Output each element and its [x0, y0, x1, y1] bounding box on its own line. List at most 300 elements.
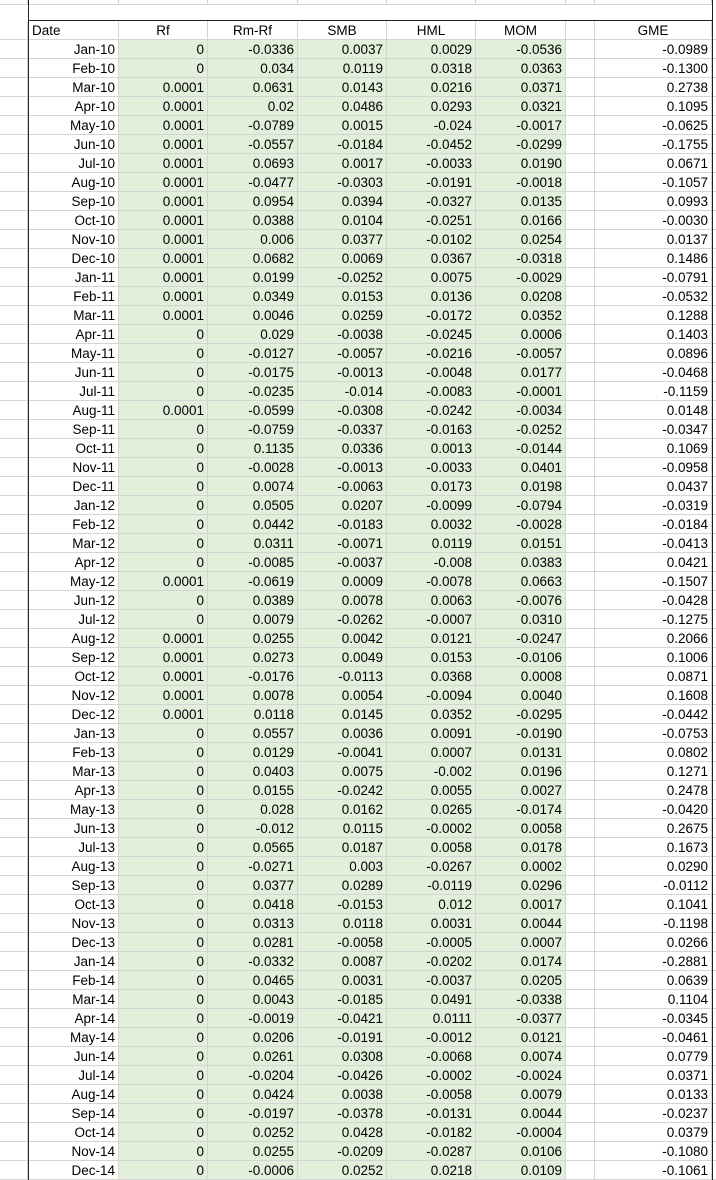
hml-cell[interactable]: 0.0055	[387, 781, 476, 800]
date-cell[interactable]: Nov-13	[28, 914, 119, 933]
rf-cell[interactable]: 0.0001	[119, 572, 208, 591]
smb-cell[interactable]: -0.0308	[298, 401, 387, 420]
mom-cell[interactable]: 0.0106	[476, 1142, 566, 1161]
rm-rf-cell[interactable]: 0.034	[208, 59, 298, 78]
date-cell[interactable]: Dec-12	[28, 705, 119, 724]
mom-cell[interactable]: 0.0363	[476, 59, 566, 78]
gme-cell[interactable]: 0.1095	[595, 97, 712, 116]
blank-cell[interactable]	[566, 686, 595, 705]
rf-cell[interactable]: 0	[119, 40, 208, 59]
hml-cell[interactable]: -0.0191	[387, 173, 476, 192]
smb-cell[interactable]: 0.0187	[298, 838, 387, 857]
smb-cell[interactable]: 0.0017	[298, 154, 387, 173]
date-cell[interactable]: Feb-14	[28, 971, 119, 990]
header-date[interactable]: Date	[28, 21, 119, 40]
hml-cell[interactable]: -0.0005	[387, 933, 476, 952]
smb-cell[interactable]: -0.0378	[298, 1104, 387, 1123]
gme-cell[interactable]: 0.0437	[595, 477, 712, 496]
rm-rf-cell[interactable]: 0.0631	[208, 78, 298, 97]
blank-cell[interactable]	[566, 306, 595, 325]
gme-cell[interactable]: -0.0184	[595, 515, 712, 534]
gme-cell[interactable]: -0.1080	[595, 1142, 712, 1161]
rf-cell[interactable]: 0	[119, 59, 208, 78]
rm-rf-cell[interactable]: 0.02	[208, 97, 298, 116]
hml-cell[interactable]: -0.0245	[387, 325, 476, 344]
date-cell[interactable]: Jun-10	[28, 135, 119, 154]
hml-cell[interactable]: -0.008	[387, 553, 476, 572]
rm-rf-cell[interactable]: 0.0129	[208, 743, 298, 762]
mom-cell[interactable]: -0.0057	[476, 344, 566, 363]
rm-rf-cell[interactable]: -0.0127	[208, 344, 298, 363]
hml-cell[interactable]: -0.0202	[387, 952, 476, 971]
blank-cell[interactable]	[566, 439, 595, 458]
date-cell[interactable]: Sep-12	[28, 648, 119, 667]
mom-cell[interactable]: 0.0196	[476, 762, 566, 781]
gme-cell[interactable]: -0.0532	[595, 287, 712, 306]
rf-cell[interactable]: 0	[119, 781, 208, 800]
mom-cell[interactable]: 0.0174	[476, 952, 566, 971]
gme-cell[interactable]: 0.0993	[595, 192, 712, 211]
blank-cell[interactable]	[208, 0, 298, 5]
smb-cell[interactable]: 0.0015	[298, 116, 387, 135]
mom-cell[interactable]: 0.0178	[476, 838, 566, 857]
blank-cell[interactable]	[566, 230, 595, 249]
rf-cell[interactable]: 0	[119, 344, 208, 363]
hml-cell[interactable]: 0.0058	[387, 838, 476, 857]
smb-cell[interactable]: -0.0057	[298, 344, 387, 363]
hml-cell[interactable]: -0.0094	[387, 686, 476, 705]
smb-cell[interactable]: 0.0009	[298, 572, 387, 591]
blank-cell[interactable]	[566, 819, 595, 838]
mom-cell[interactable]: 0.0040	[476, 686, 566, 705]
gme-cell[interactable]: -0.0413	[595, 534, 712, 553]
blank-cell[interactable]	[566, 1066, 595, 1085]
rf-cell[interactable]: 0	[119, 1123, 208, 1142]
mom-cell[interactable]: -0.0028	[476, 515, 566, 534]
gme-cell[interactable]: 0.0896	[595, 344, 712, 363]
rm-rf-cell[interactable]: 0.0079	[208, 610, 298, 629]
rm-rf-cell[interactable]: 0.0424	[208, 1085, 298, 1104]
hml-cell[interactable]: -0.0251	[387, 211, 476, 230]
blank-cell[interactable]	[566, 477, 595, 496]
hml-cell[interactable]: 0.0121	[387, 629, 476, 648]
gme-cell[interactable]: -0.0442	[595, 705, 712, 724]
smb-cell[interactable]: 0.0087	[298, 952, 387, 971]
rm-rf-cell[interactable]: -0.0175	[208, 363, 298, 382]
hml-cell[interactable]: 0.0216	[387, 78, 476, 97]
smb-cell[interactable]: 0.0115	[298, 819, 387, 838]
date-cell[interactable]: Oct-13	[28, 895, 119, 914]
hml-cell[interactable]: -0.0002	[387, 819, 476, 838]
rm-rf-cell[interactable]: -0.0019	[208, 1009, 298, 1028]
mom-cell[interactable]: 0.0321	[476, 97, 566, 116]
blank-cell[interactable]	[566, 192, 595, 211]
blank-cell[interactable]	[476, 0, 566, 5]
rm-rf-cell[interactable]: -0.0271	[208, 857, 298, 876]
blank-cell[interactable]	[566, 1047, 595, 1066]
rm-rf-cell[interactable]: 0.0281	[208, 933, 298, 952]
date-cell[interactable]: Apr-12	[28, 553, 119, 572]
mom-cell[interactable]: -0.0076	[476, 591, 566, 610]
rf-cell[interactable]: 0	[119, 857, 208, 876]
rm-rf-cell[interactable]: 0.0311	[208, 534, 298, 553]
mom-cell[interactable]: 0.0027	[476, 781, 566, 800]
smb-cell[interactable]: -0.0153	[298, 895, 387, 914]
blank-cell[interactable]	[566, 1123, 595, 1142]
date-cell[interactable]: Mar-12	[28, 534, 119, 553]
rm-rf-cell[interactable]: 0.0155	[208, 781, 298, 800]
hml-cell[interactable]: 0.0352	[387, 705, 476, 724]
rm-rf-cell[interactable]: 0.0418	[208, 895, 298, 914]
date-cell[interactable]: Jul-12	[28, 610, 119, 629]
rf-cell[interactable]: 0.0001	[119, 211, 208, 230]
rm-rf-cell[interactable]: 0.0505	[208, 496, 298, 515]
hml-cell[interactable]: 0.0265	[387, 800, 476, 819]
date-cell[interactable]: Oct-14	[28, 1123, 119, 1142]
mom-cell[interactable]: 0.0121	[476, 1028, 566, 1047]
rf-cell[interactable]: 0	[119, 990, 208, 1009]
rf-cell[interactable]: 0.0001	[119, 135, 208, 154]
date-cell[interactable]: Mar-13	[28, 762, 119, 781]
smb-cell[interactable]: 0.0252	[298, 1161, 387, 1180]
mom-cell[interactable]: -0.0377	[476, 1009, 566, 1028]
rf-cell[interactable]: 0.0001	[119, 401, 208, 420]
date-cell[interactable]: Aug-10	[28, 173, 119, 192]
rf-cell[interactable]: 0.0001	[119, 116, 208, 135]
rf-cell[interactable]: 0.0001	[119, 154, 208, 173]
rf-cell[interactable]: 0	[119, 553, 208, 572]
mom-cell[interactable]: 0.0383	[476, 553, 566, 572]
gme-cell[interactable]: 0.0148	[595, 401, 712, 420]
rf-cell[interactable]: 0	[119, 534, 208, 553]
gme-cell[interactable]: -0.0625	[595, 116, 712, 135]
rf-cell[interactable]: 0.0001	[119, 249, 208, 268]
mom-cell[interactable]: 0.0352	[476, 306, 566, 325]
smb-cell[interactable]: 0.0075	[298, 762, 387, 781]
smb-cell[interactable]: -0.0303	[298, 173, 387, 192]
mom-cell[interactable]: 0.0177	[476, 363, 566, 382]
date-cell[interactable]: Apr-14	[28, 1009, 119, 1028]
rf-cell[interactable]: 0.0001	[119, 78, 208, 97]
date-cell[interactable]: Sep-11	[28, 420, 119, 439]
blank-cell[interactable]	[566, 420, 595, 439]
gme-cell[interactable]: -0.1159	[595, 382, 712, 401]
smb-cell[interactable]: -0.0242	[298, 781, 387, 800]
hml-cell[interactable]: -0.0131	[387, 1104, 476, 1123]
gme-cell[interactable]: -0.1198	[595, 914, 712, 933]
date-cell[interactable]: Dec-10	[28, 249, 119, 268]
hml-cell[interactable]: -0.024	[387, 116, 476, 135]
rm-rf-cell[interactable]: 0.0954	[208, 192, 298, 211]
gme-cell[interactable]: 0.0779	[595, 1047, 712, 1066]
gme-cell[interactable]: 0.0133	[595, 1085, 712, 1104]
hml-cell[interactable]: 0.0293	[387, 97, 476, 116]
blank-cell[interactable]	[566, 933, 595, 952]
rm-rf-cell[interactable]: -0.0477	[208, 173, 298, 192]
date-cell[interactable]: May-12	[28, 572, 119, 591]
mom-cell[interactable]: 0.0135	[476, 192, 566, 211]
blank-cell[interactable]	[566, 743, 595, 762]
rm-rf-cell[interactable]: 0.0377	[208, 876, 298, 895]
rf-cell[interactable]: 0.0001	[119, 173, 208, 192]
smb-cell[interactable]: 0.0336	[298, 439, 387, 458]
date-cell[interactable]: Oct-12	[28, 667, 119, 686]
hml-cell[interactable]: -0.0216	[387, 344, 476, 363]
rf-cell[interactable]: 0.0001	[119, 705, 208, 724]
hml-cell[interactable]: 0.0368	[387, 667, 476, 686]
rm-rf-cell[interactable]: -0.0619	[208, 572, 298, 591]
header-hml[interactable]: HML	[387, 21, 476, 40]
header-rf[interactable]: Rf	[119, 21, 208, 40]
smb-cell[interactable]: 0.0069	[298, 249, 387, 268]
smb-cell[interactable]: -0.0337	[298, 420, 387, 439]
gme-cell[interactable]: -0.0347	[595, 420, 712, 439]
rm-rf-cell[interactable]: 0.006	[208, 230, 298, 249]
blank-cell[interactable]	[566, 382, 595, 401]
blank-cell[interactable]	[566, 344, 595, 363]
hml-cell[interactable]: 0.0119	[387, 534, 476, 553]
date-cell[interactable]: Mar-14	[28, 990, 119, 1009]
smb-cell[interactable]: 0.0104	[298, 211, 387, 230]
mom-cell[interactable]: 0.0079	[476, 1085, 566, 1104]
date-cell[interactable]: Sep-14	[28, 1104, 119, 1123]
gme-cell[interactable]: -0.2881	[595, 952, 712, 971]
gme-cell[interactable]: -0.0420	[595, 800, 712, 819]
rf-cell[interactable]: 0.0001	[119, 268, 208, 287]
date-cell[interactable]: May-10	[28, 116, 119, 135]
hml-cell[interactable]: -0.0048	[387, 363, 476, 382]
blank-cell[interactable]	[28, 0, 119, 5]
smb-cell[interactable]: -0.0421	[298, 1009, 387, 1028]
header-gme[interactable]: GME	[595, 21, 712, 40]
smb-cell[interactable]: -0.0183	[298, 515, 387, 534]
gme-cell[interactable]: -0.0753	[595, 724, 712, 743]
rf-cell[interactable]: 0	[119, 952, 208, 971]
blank-cell[interactable]	[566, 952, 595, 971]
blank-cell[interactable]	[566, 116, 595, 135]
blank-cell[interactable]	[566, 401, 595, 420]
rf-cell[interactable]: 0	[119, 420, 208, 439]
header-smb[interactable]: SMB	[298, 21, 387, 40]
blank-cell[interactable]	[566, 21, 595, 40]
hml-cell[interactable]: 0.0063	[387, 591, 476, 610]
rf-cell[interactable]: 0.0001	[119, 287, 208, 306]
date-cell[interactable]: Aug-11	[28, 401, 119, 420]
rf-cell[interactable]: 0	[119, 439, 208, 458]
rm-rf-cell[interactable]: 0.0046	[208, 306, 298, 325]
hml-cell[interactable]: 0.0032	[387, 515, 476, 534]
mom-cell[interactable]: -0.0029	[476, 268, 566, 287]
blank-cell[interactable]	[566, 97, 595, 116]
rf-cell[interactable]: 0.0001	[119, 97, 208, 116]
mom-cell[interactable]: 0.0058	[476, 819, 566, 838]
blank-cell[interactable]	[566, 724, 595, 743]
header-rm-rf[interactable]: Rm-Rf	[208, 21, 298, 40]
date-cell[interactable]: Aug-12	[28, 629, 119, 648]
gme-cell[interactable]: -0.0428	[595, 591, 712, 610]
rf-cell[interactable]: 0.0001	[119, 648, 208, 667]
blank-cell[interactable]	[566, 572, 595, 591]
blank-cell[interactable]	[566, 534, 595, 553]
rm-rf-cell[interactable]: 0.0388	[208, 211, 298, 230]
mom-cell[interactable]: 0.0166	[476, 211, 566, 230]
blank-cell[interactable]	[566, 857, 595, 876]
blank-cell[interactable]	[566, 629, 595, 648]
gme-cell[interactable]: -0.0989	[595, 40, 712, 59]
rf-cell[interactable]: 0	[119, 1066, 208, 1085]
mom-cell[interactable]: 0.0151	[476, 534, 566, 553]
date-cell[interactable]: Jul-11	[28, 382, 119, 401]
gme-cell[interactable]: 0.1288	[595, 306, 712, 325]
gme-cell[interactable]: 0.0371	[595, 1066, 712, 1085]
blank-cell[interactable]	[566, 515, 595, 534]
blank-cell[interactable]	[566, 876, 595, 895]
hml-cell[interactable]: 0.0136	[387, 287, 476, 306]
rm-rf-cell[interactable]: 0.0252	[208, 1123, 298, 1142]
mom-cell[interactable]: 0.0190	[476, 154, 566, 173]
smb-cell[interactable]: 0.0428	[298, 1123, 387, 1142]
date-cell[interactable]: Sep-10	[28, 192, 119, 211]
rm-rf-cell[interactable]: -0.0599	[208, 401, 298, 420]
date-cell[interactable]: Mar-11	[28, 306, 119, 325]
hml-cell[interactable]: -0.0007	[387, 610, 476, 629]
gme-cell[interactable]: -0.1061	[595, 1161, 712, 1180]
gme-cell[interactable]: -0.0112	[595, 876, 712, 895]
mom-cell[interactable]: -0.0174	[476, 800, 566, 819]
gme-cell[interactable]: 0.1069	[595, 439, 712, 458]
hml-cell[interactable]: -0.0037	[387, 971, 476, 990]
rf-cell[interactable]: 0.0001	[119, 629, 208, 648]
mom-cell[interactable]: 0.0310	[476, 610, 566, 629]
rm-rf-cell[interactable]: -0.0759	[208, 420, 298, 439]
smb-cell[interactable]: 0.0042	[298, 629, 387, 648]
rm-rf-cell[interactable]: -0.0235	[208, 382, 298, 401]
mom-cell[interactable]: 0.0006	[476, 325, 566, 344]
date-cell[interactable]: Jun-12	[28, 591, 119, 610]
mom-cell[interactable]: 0.0074	[476, 1047, 566, 1066]
smb-cell[interactable]: -0.0209	[298, 1142, 387, 1161]
date-cell[interactable]: May-13	[28, 800, 119, 819]
gme-cell[interactable]: -0.0468	[595, 363, 712, 382]
mom-cell[interactable]: 0.0008	[476, 667, 566, 686]
gme-cell[interactable]: -0.1275	[595, 610, 712, 629]
rm-rf-cell[interactable]: 0.0255	[208, 629, 298, 648]
blank-cell[interactable]	[566, 553, 595, 572]
smb-cell[interactable]: -0.0262	[298, 610, 387, 629]
hml-cell[interactable]: -0.002	[387, 762, 476, 781]
rf-cell[interactable]: 0	[119, 1161, 208, 1180]
rm-rf-cell[interactable]: 0.028	[208, 800, 298, 819]
rf-cell[interactable]: 0	[119, 610, 208, 629]
blank-cell[interactable]	[566, 249, 595, 268]
hml-cell[interactable]: 0.0075	[387, 268, 476, 287]
blank-cell[interactable]	[566, 135, 595, 154]
mom-cell[interactable]: 0.0044	[476, 914, 566, 933]
rm-rf-cell[interactable]: 0.0403	[208, 762, 298, 781]
date-cell[interactable]: Dec-11	[28, 477, 119, 496]
date-cell[interactable]: Jun-11	[28, 363, 119, 382]
smb-cell[interactable]: 0.0143	[298, 78, 387, 97]
rm-rf-cell[interactable]: 0.0206	[208, 1028, 298, 1047]
blank-cell[interactable]	[566, 705, 595, 724]
rm-rf-cell[interactable]: -0.0332	[208, 952, 298, 971]
gme-cell[interactable]: 0.0290	[595, 857, 712, 876]
rm-rf-cell[interactable]: 0.0349	[208, 287, 298, 306]
hml-cell[interactable]: 0.0091	[387, 724, 476, 743]
hml-cell[interactable]: -0.0267	[387, 857, 476, 876]
date-cell[interactable]: Mar-10	[28, 78, 119, 97]
mom-cell[interactable]: -0.0017	[476, 116, 566, 135]
blank-cell[interactable]	[566, 173, 595, 192]
rm-rf-cell[interactable]: 0.029	[208, 325, 298, 344]
rf-cell[interactable]: 0	[119, 819, 208, 838]
date-cell[interactable]: Feb-11	[28, 287, 119, 306]
date-cell[interactable]: Oct-11	[28, 439, 119, 458]
rm-rf-cell[interactable]: -0.0197	[208, 1104, 298, 1123]
date-cell[interactable]: Jul-14	[28, 1066, 119, 1085]
smb-cell[interactable]: -0.0058	[298, 933, 387, 952]
hml-cell[interactable]: 0.0111	[387, 1009, 476, 1028]
gme-cell[interactable]: -0.0030	[595, 211, 712, 230]
gme-cell[interactable]: 0.0421	[595, 553, 712, 572]
gme-cell[interactable]: -0.1057	[595, 173, 712, 192]
smb-cell[interactable]: 0.0036	[298, 724, 387, 743]
rf-cell[interactable]: 0	[119, 458, 208, 477]
mom-cell[interactable]: 0.0017	[476, 895, 566, 914]
gme-cell[interactable]: 0.1403	[595, 325, 712, 344]
smb-cell[interactable]: 0.0153	[298, 287, 387, 306]
mom-cell[interactable]: -0.0318	[476, 249, 566, 268]
hml-cell[interactable]: 0.0153	[387, 648, 476, 667]
hml-cell[interactable]: 0.0318	[387, 59, 476, 78]
gme-cell[interactable]: 0.1673	[595, 838, 712, 857]
date-cell[interactable]: Apr-11	[28, 325, 119, 344]
smb-cell[interactable]: 0.0377	[298, 230, 387, 249]
rf-cell[interactable]: 0.0001	[119, 192, 208, 211]
blank-cell[interactable]	[566, 287, 595, 306]
smb-cell[interactable]: 0.0038	[298, 1085, 387, 1104]
hml-cell[interactable]: 0.0218	[387, 1161, 476, 1180]
rf-cell[interactable]: 0	[119, 515, 208, 534]
date-cell[interactable]: Feb-10	[28, 59, 119, 78]
rm-rf-cell[interactable]: -0.0789	[208, 116, 298, 135]
blank-cell[interactable]	[566, 648, 595, 667]
date-cell[interactable]: May-14	[28, 1028, 119, 1047]
smb-cell[interactable]: -0.0191	[298, 1028, 387, 1047]
hml-cell[interactable]: -0.0242	[387, 401, 476, 420]
rf-cell[interactable]: 0	[119, 800, 208, 819]
blank-cell[interactable]	[566, 154, 595, 173]
smb-cell[interactable]: 0.0078	[298, 591, 387, 610]
rf-cell[interactable]: 0	[119, 876, 208, 895]
rf-cell[interactable]: 0	[119, 325, 208, 344]
rf-cell[interactable]: 0	[119, 496, 208, 515]
smb-cell[interactable]: 0.0118	[298, 914, 387, 933]
date-cell[interactable]: May-11	[28, 344, 119, 363]
mom-cell[interactable]: -0.0299	[476, 135, 566, 154]
mom-cell[interactable]: -0.0190	[476, 724, 566, 743]
date-cell[interactable]: Jul-10	[28, 154, 119, 173]
blank-cell[interactable]	[298, 0, 387, 5]
mom-cell[interactable]: -0.0295	[476, 705, 566, 724]
rf-cell[interactable]: 0	[119, 1009, 208, 1028]
mom-cell[interactable]: -0.0536	[476, 40, 566, 59]
rm-rf-cell[interactable]: -0.0028	[208, 458, 298, 477]
hml-cell[interactable]: -0.0002	[387, 1066, 476, 1085]
rf-cell[interactable]: 0	[119, 477, 208, 496]
rm-rf-cell[interactable]: 0.0273	[208, 648, 298, 667]
rm-rf-cell[interactable]: 0.0255	[208, 1142, 298, 1161]
